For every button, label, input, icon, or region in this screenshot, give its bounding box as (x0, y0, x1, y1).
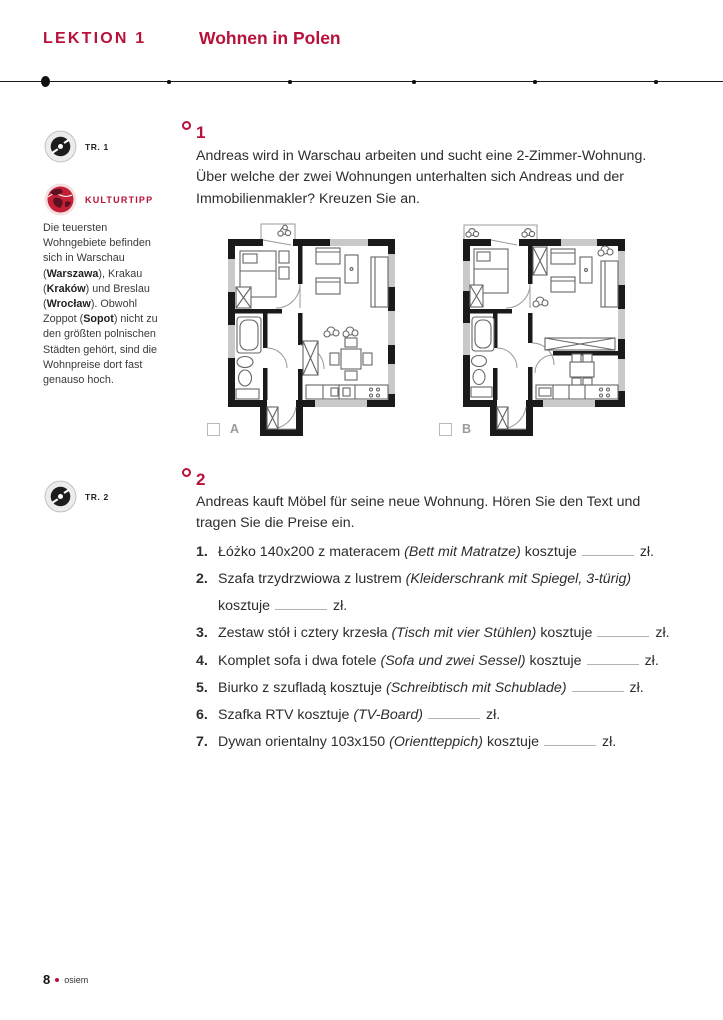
item-text-post: kosztuje (536, 625, 593, 642)
tip-text: ). Obwohl Zoppot ( (43, 298, 138, 326)
audio-track-1 (44, 130, 109, 163)
rule-dot (412, 80, 416, 84)
page-number-word: osiem (64, 974, 89, 985)
price-blank[interactable] (582, 542, 634, 556)
item-continuation (218, 596, 684, 616)
tip-text-bold: Warszawa (46, 267, 99, 280)
option-a (207, 422, 239, 436)
floorplan-a (203, 221, 398, 441)
rule-dot (288, 80, 292, 84)
list-item-3 (196, 623, 684, 643)
item-text-pl: Szafa trzydrzwiowa z lustrem (218, 571, 406, 588)
option-b (439, 422, 471, 436)
rule-dot-large (41, 76, 50, 87)
list-item-4 (196, 651, 684, 671)
price-blank[interactable] (597, 623, 649, 637)
price-blank[interactable] (428, 705, 480, 719)
tip-text: ), Krakau ( (43, 267, 143, 295)
furniture-price-list (196, 542, 684, 759)
ring-icon (182, 468, 191, 477)
item-text-de: (Sofa und zwei Sessel) (380, 652, 526, 669)
page-footer (43, 972, 88, 987)
item-text-de: (TV-Board) (353, 706, 424, 723)
item-text-post: kosztuje (218, 598, 271, 615)
item-text-pl: Biurko z szufladą kosztuje (218, 679, 386, 696)
page-title: Wohnen in Polen (199, 28, 341, 48)
item-number: 7. (196, 734, 208, 751)
item-number: 1. (196, 544, 208, 560)
ring-icon (182, 121, 191, 130)
plant-icon (522, 229, 535, 238)
exercise-2-instructions: Andreas kauft Möbel für seine neue Wohnung. Hören Sie den Text und tragen Sie die Preise ein. (196, 494, 641, 532)
tip-text-bold: Sopot (83, 313, 114, 326)
item-text-de: (Tisch mit vier Stühlen) (391, 625, 537, 642)
currency-label: zł. (655, 625, 670, 642)
item-text-post: kosztuje (483, 734, 539, 751)
item-text-pl: Zestaw stół i cztery krzesła (218, 625, 392, 642)
price-blank[interactable] (572, 678, 624, 692)
page-number: 8 (43, 972, 51, 987)
cd-icon (44, 480, 77, 513)
item-text-de: (Bett mit Matratze) (404, 544, 521, 560)
list-item-1 (196, 542, 684, 562)
track-1-label: TR. 1 (85, 141, 109, 152)
item-text-de: (Orientteppich) (389, 734, 483, 751)
tip-text-bold: Kraków (46, 282, 86, 295)
item-text-pl: Łóżko 140x200 z materacem (218, 544, 405, 560)
item-text-de: (Schreibtisch mit Schublade) (385, 679, 567, 696)
audio-track-2 (44, 480, 109, 513)
plant-icon (278, 225, 291, 236)
item-text-pl: Dywan orientalny 103x150 (218, 734, 390, 751)
item-number: 3. (196, 625, 208, 642)
currency-label: zł. (644, 652, 659, 669)
lesson-label: LEKTION 1 (43, 30, 147, 47)
item-number: 5. (196, 679, 208, 696)
footer-bullet-icon (55, 978, 59, 982)
tip-text: Die teuersten Wohngebiete befinden sich in Warschau ( (43, 222, 151, 280)
exercise-2-number: 2 (196, 470, 206, 489)
plant-icon (533, 297, 548, 307)
currency-label: zł. (602, 734, 617, 751)
item-text-post: kosztuje (525, 652, 582, 669)
item-number: 2. (196, 571, 208, 588)
currency-label: zł. (639, 544, 654, 560)
exercise-1-number: 1 (196, 123, 206, 142)
item-number: 4. (196, 652, 208, 669)
floorplan-b (433, 221, 628, 441)
tip-text: ) und Breslau ( (43, 282, 150, 311)
currency-label: zł. (333, 598, 348, 615)
price-blank[interactable] (587, 651, 639, 665)
checkbox-a-label: A (230, 422, 240, 436)
item-number: 6. (196, 706, 208, 723)
item-text-post: kosztuje (520, 544, 577, 560)
list-item-7 (196, 732, 684, 752)
checkbox-a[interactable] (207, 423, 220, 436)
kulturtipp-text (43, 221, 165, 388)
kulturtipp-label: KULTURTIPP (85, 194, 154, 205)
currency-label: zł. (486, 706, 501, 723)
plant-icon (324, 327, 339, 337)
item-text-pl: Szafka RTV kosztuje (218, 706, 354, 723)
plant-icon (466, 229, 479, 238)
globe-icon (44, 183, 77, 216)
item-text-de: (Kleiderschrank mit Spiegel, 3-türig) (405, 571, 632, 588)
header-rule (0, 81, 723, 82)
list-item-2 (196, 569, 684, 616)
kulturtipp-header (44, 183, 153, 216)
item-text-pl: Komplet sofa i dwa fotele (218, 652, 381, 669)
rule-dot (533, 80, 537, 84)
plant-icon (598, 246, 613, 256)
rule-dot (167, 80, 171, 84)
plant-icon (343, 327, 358, 337)
currency-label: zł. (629, 679, 644, 696)
exercise-1-instructions: Andreas wird in Warschau arbeiten und sucht eine 2-Zimmer-Wohnung. Über welche der zwei Wohnungen unterhalten sich Andreas und der Immobilienmakler? Kreuzen Sie an. (196, 148, 647, 207)
list-item-5 (196, 678, 684, 698)
cd-icon (44, 130, 77, 163)
checkbox-b[interactable] (439, 423, 452, 436)
list-item-6 (196, 705, 684, 725)
price-blank[interactable] (544, 732, 596, 746)
tip-text: ) nicht zu den größten polnischen Städten gehört, sind die Wohnpreise dort fast genauso hoch. (43, 313, 158, 387)
rule-dot (654, 80, 658, 84)
tip-text-bold: Wrocław (46, 298, 91, 311)
price-blank[interactable] (275, 596, 327, 610)
checkbox-b-label: B (462, 422, 472, 436)
track-2-label: TR. 2 (85, 491, 109, 502)
